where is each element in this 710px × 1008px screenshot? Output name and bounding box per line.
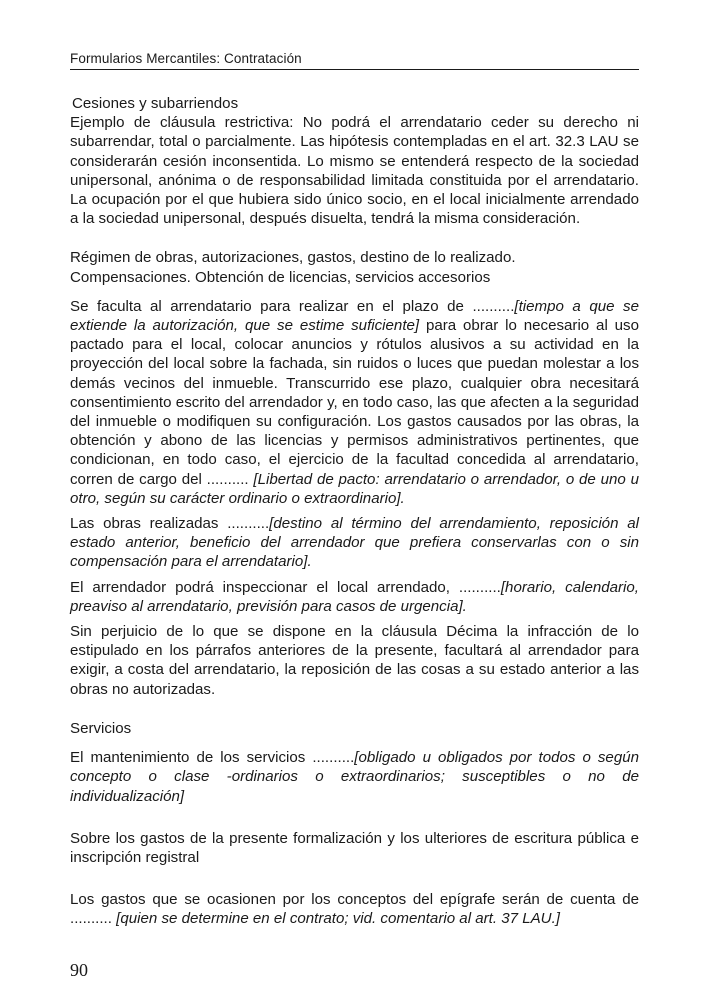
- header-rule: [70, 69, 639, 70]
- obras-1-text-b: para obrar lo necesario al uso pactado para el local, colocar anuncios y rótulos alusivos a su actividad en la proyección del local sobre la fachada, sin ruidos o luces que puedan molestar a los demás vecinos del inmueble. Transcurrido ese plazo, cualquier obra necesitará consentimiento escrito del arrendador y, en todo caso, las que afecten a la seguridad del inmueble o modifiquen su configuración. Los gastos causados por las obras, la obtención y abono de las licencias y permisos administrativos pertinentes, que condicionan, en todo caso, el ejercicio de la facultad concedida al arrendatario, corren de cargo del ..........: [70, 317, 639, 488]
- paragraph-obras-1: [70, 297, 639, 508]
- paragraph-obras-3: [70, 578, 639, 616]
- obras-1-text-a: Se faculta al arrendatario para realizar en el plazo de ..........: [70, 297, 515, 315]
- heading-servicios: Servicios: [70, 719, 132, 737]
- paragraph-obras-2: [70, 514, 639, 572]
- obras-3-italic: [horario, calendario, preaviso al arrendatario, previsión para casos de urgencia].: [70, 578, 639, 615]
- obras-3-text: El arrendador podrá inspeccionar el local arrendado, ..........: [70, 578, 501, 596]
- gastos-text: Los gastos que se ocasionen por los conceptos del epígrafe serán de cuenta de ..........: [70, 891, 639, 928]
- obras-1-italic-b: [Libertad de pacto: arrendatario o arrendador, o de uno u otro, según su carácter ordinario o extraordinario].: [70, 470, 639, 507]
- heading-obras: Régimen de obras, autorizaciones, gastos, destino de lo realizado. Compensaciones. Obtención de licencias, servicios accesorios: [70, 249, 516, 286]
- gastos-italic: [quien se determine en el contrato; vid. comentario al art. 37 LAU.]: [116, 910, 560, 928]
- page-content: [70, 94, 639, 929]
- obras-2-italic: [destino al término del arrendamiento, reposición al estado anterior, beneficio del arrendador que prefiera conservarlas con o sin compensación para el arrendatario].: [70, 515, 639, 571]
- paragraph-cesiones: Ejemplo de cláusula restrictiva: No podrá el arrendatario ceder su derecho ni subarrendar, total o parcialmente. Las hipótesis contempladas en el art. 32.3 LAU se considerarán cesión inconsentida. Lo mismo se entenderá respecto de la sociedad unipersonal, anónima o de responsabilidad limitada constituida por el arrendatario. La ocupación por el que hubiera sido único socio, en el local inicialmente arrendado a la sociedad unipersonal, después disuelta, tendrá la misma consideración.: [70, 114, 639, 228]
- paragraph-obras-4: Sin perjuicio de lo que se dispone en la cláusula Décima la infracción de lo estipulado en los párrafos anteriores de la presente, facultará al arrendador para exigir, a costa del arrendatario, la reposición de las cosas a su estado anterior a las obras no autorizadas.: [70, 623, 639, 698]
- heading-gastos: Sobre los gastos de la presente formalización y los ulteriores de escritura pública e inscripción registral: [70, 829, 639, 866]
- page-number: 90: [70, 960, 88, 980]
- paragraph-servicios: [70, 748, 639, 806]
- servicios-italic: [obligado u obligados por todos o según concepto o clase -ordinarios o extraordinarios; susceptibles o no de individualización]: [70, 749, 640, 805]
- obras-1-italic-a: [tiempo a que se extiende la autorización, que se estime suficiente]: [70, 297, 639, 335]
- paragraph-gastos: [70, 890, 639, 928]
- obras-2-text: Las obras realizadas ..........: [70, 515, 270, 533]
- running-header: Formularios Mercantiles: Contratación: [70, 51, 302, 66]
- servicios-text: El mantenimiento de los servicios ..........: [70, 749, 355, 767]
- heading-cesiones: Cesiones y subarriendos: [72, 95, 239, 112]
